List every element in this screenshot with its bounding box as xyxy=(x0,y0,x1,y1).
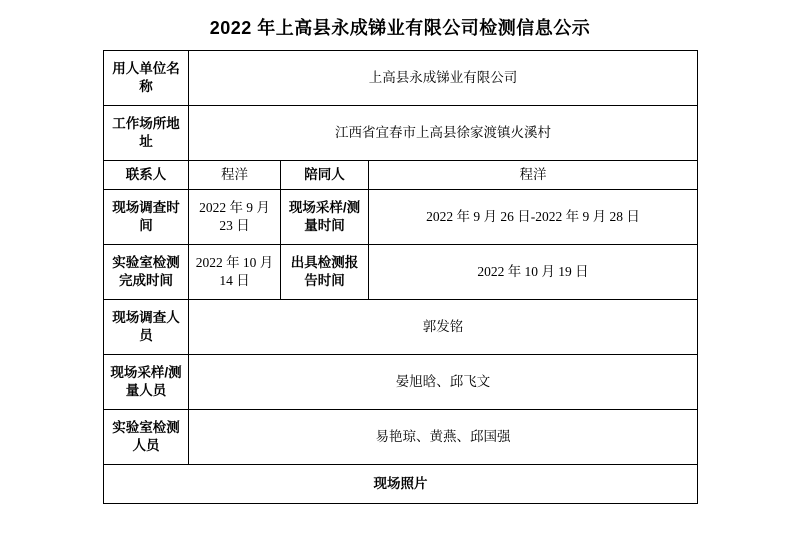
row-value-lab-test-completion-date: 2022 年 10 月 14 日 xyxy=(189,245,281,300)
table-row xyxy=(104,106,698,161)
row-label-site-photos: 现场照片 xyxy=(104,465,698,504)
row-label-site-survey-date: 现场调查时间 xyxy=(104,190,189,245)
table-row xyxy=(104,51,698,106)
row-label-accompanying-person: 陪同人 xyxy=(281,161,369,190)
page-title: 2022 年上高县永成锑业有限公司检测信息公示 xyxy=(209,18,591,38)
table-row xyxy=(104,190,698,245)
row-label-sampling-staff: 现场采样/测量人员 xyxy=(104,355,189,410)
table-row xyxy=(104,161,698,190)
row-value-site-survey-date: 2022 年 9 月 23 日 xyxy=(189,190,281,245)
row-value-sampling-date: 2022 年 9 月 26 日-2022 年 9 月 28 日 xyxy=(369,190,698,245)
info-table-container xyxy=(0,50,800,504)
row-value-lab-test-staff: 易艳琼、黄燕、邱国强 xyxy=(189,410,698,465)
table-row xyxy=(104,410,698,465)
row-label-lab-test-completion-date: 实验室检测完成时间 xyxy=(104,245,189,300)
row-value-sampling-staff: 晏旭晗、邱飞文 xyxy=(189,355,698,410)
row-value-employer-name: 上高县永成锑业有限公司 xyxy=(189,51,698,106)
row-value-report-issue-date: 2022 年 10 月 19 日 xyxy=(369,245,698,300)
row-value-contact-person: 程洋 xyxy=(189,161,281,190)
table-row xyxy=(104,465,698,504)
row-label-lab-test-staff: 实验室检测人员 xyxy=(104,410,189,465)
row-label-sampling-date: 现场采样/测量时间 xyxy=(281,190,369,245)
table-row xyxy=(104,355,698,410)
row-value-accompanying-person: 程洋 xyxy=(369,161,698,190)
table-row xyxy=(104,245,698,300)
row-label-contact-person: 联系人 xyxy=(104,161,189,190)
row-label-report-issue-date: 出具检测报告时间 xyxy=(281,245,369,300)
row-label-employer-name: 用人单位名称 xyxy=(104,51,189,106)
row-value-workplace-address: 江西省宜春市上高县徐家渡镇火溪村 xyxy=(189,106,698,161)
row-value-site-survey-staff: 郭发铭 xyxy=(189,300,698,355)
disclosure-info-table xyxy=(103,50,698,504)
table-row xyxy=(104,300,698,355)
row-label-site-survey-staff: 现场调查人员 xyxy=(104,300,189,355)
row-label-workplace-address: 工作场所地址 xyxy=(104,106,189,161)
